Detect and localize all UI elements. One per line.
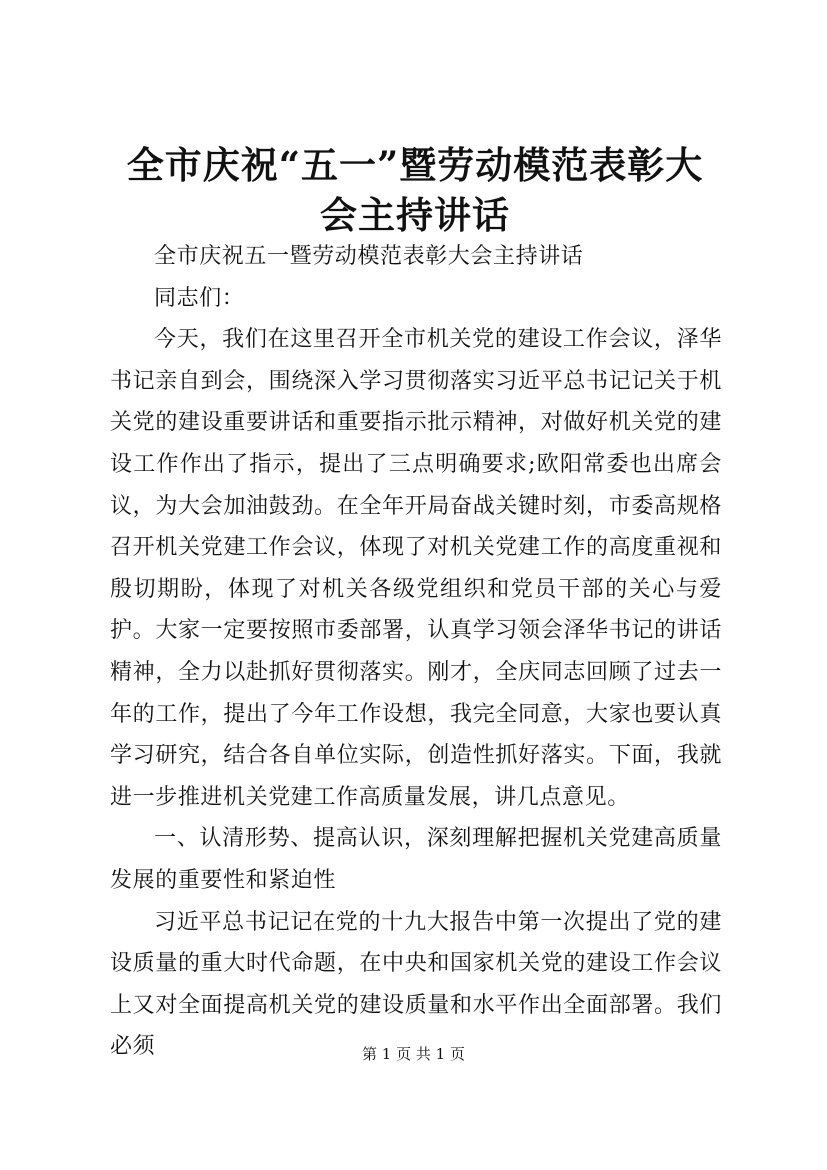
paragraph-subtitle: 全市庆祝五一暨劳动模范表彰大会主持讲话 <box>154 244 584 269</box>
document-body <box>110 236 722 1068</box>
paragraph-section-1: 习近平总书记记在党的十九大报告中第一次提出了党的建设质量的重大时代命题，在中央和国家机关党的建设工作会议上又对全面提高机关党的建设质量和水平作出全面部署。我们必须 <box>110 909 722 1060</box>
section-heading-1: 一、认清形势、提高认识，深刻理解把握机关党建高质量发展的重要性和紧迫性 <box>110 826 722 893</box>
paragraph-opening: 今天，我们在这里召开全市机关党的建设工作会议，泽华书记亲自到会，围绕深入学习贯彻落实习近平总书记记关于机关党的建设重要讲话和重要指示批示精神，对做好机关党的建设工作作出了指示，提出了三点明确要求;欧阳常委也出席会议，为大会加油鼓劲。在全年开局奋战关键时刻，市委高规格召开机关党建工作会议，体现了对机关党建工作的高度重视和殷切期盼，体现了对机关各级党组织和党员干部的关心与爱护。大家一定要按照市委部署，认真学习领会泽华书记的讲话精神，全力以赴抓好贯彻落实。刚才，全庆同志回顾了过去一年的工作，提出了今年工作设想，我完全同意，大家也要认真学习研究，结合各自单位实际，创造性抓好落实。下面，我就进一步推进机关党建工作高质量发展，讲几点意见。 <box>110 327 722 810</box>
page-number-footer: 第 1 页 共 1 页 <box>362 1045 465 1063</box>
paragraph-salutation: 同志们： <box>154 285 245 311</box>
document-title: 全市庆祝“五一”暨劳动模范表彰大会主持讲话 <box>126 143 704 237</box>
